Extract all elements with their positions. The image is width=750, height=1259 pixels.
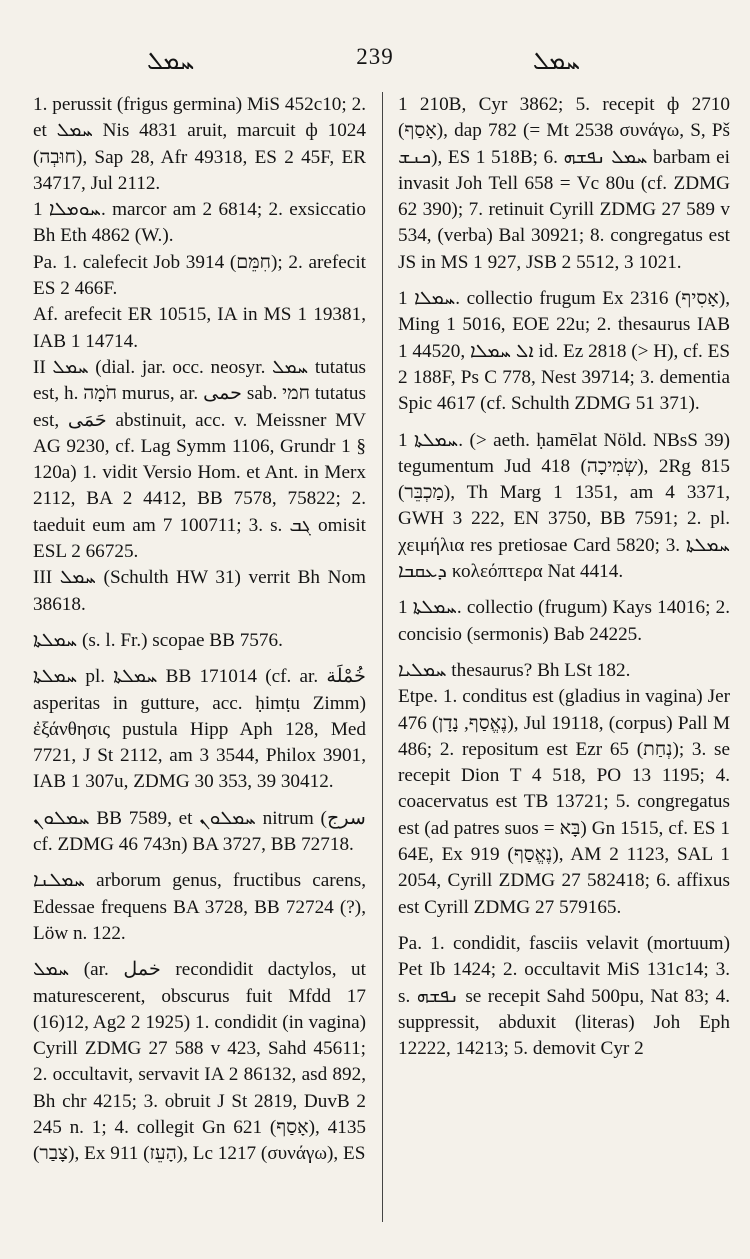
left-column xyxy=(33,92,366,1168)
entry-paragraph: III ܚܡܠ (Schulth HW 31) verrit Bh Nom 38618. xyxy=(33,567,366,615)
right-column xyxy=(398,92,730,1062)
entry-paragraph: ܚܡܠܬܐ 1. (> aeth. ḥamēlat Nöld. NBsS 39) tegumentum Jud 418 (שְׂמִיכָה), 2Rg 815 (מַכְבֵּר), Th Marg 1 1351, am 4 3371, GWH 3 222, EN 3750, BB 7591; 2. pl. χειμήλια res pretiosae Card 5820; 3. ܚܡܠܬܐ ܕܥܩܒܐ κολεόπτερα Nat 4414. xyxy=(398,429,730,583)
entry-paragraph: ܚܡܠܬܐ pl. ܚܡܠܬܐ BB 171014 (cf. ar. خُمْلَة asperitas in gutture, acc. ḥimṭu Zimm) ἐξάνθησις pustula Hipp Aph 128, Med 7721, J St 2112, am 3 3544, Philox 3901, IAB 1 307u, ZDMG 30 353, 39 30412. xyxy=(33,666,366,793)
entry-paragraph: ܚܡܠܬܐ 1. collectio (frugum) Kays 14016; 2. concisio (sermonis) Bab 24225. xyxy=(398,597,730,645)
entry-paragraph: Pa. 1. condidit, fasciis velavit (mortuum) Pet Ib 1424; 2. occultavit MiS 131c14; 3. s. ܢܦܫܗ se recepit Sahd 500pu, Nat 83; 4. suppressit, abduxit (literas) Joh Eph 12222, 14213; 5. demovit Cyr 2 xyxy=(398,932,731,1060)
entry-paragraph: Pa. 1. calefecit Job 3914 (חִמֵּם); 2. arefecit ES 2 466F. xyxy=(33,251,366,300)
entry-paragraph: II ܚܡܠ (dial. jar. occ. neosyr. ܚܡܠ tutatus est, h. חֹמָה murus, ar. حمى sab. חמי tutatus est, حَمَى abstinuit, acc. v. Meissner MV AG 9230, cf. Lag Symm 1106, Grundr 1 § 120a) 1. vidit Versio Hom. et Ant. in Merx 2112, BA 2 4412, BB 7578, 75822; 2. taeduit eum am 7 100711; 3. s. ܓܒ omisit ESL 2 66725. xyxy=(33,356,367,563)
column-divider xyxy=(382,92,383,1222)
entry-paragraph: ܚܡܠ (ar. خمل recondidit dactylos, ut maturescerent, obscurus fuit Mfdd 17 (16)12, Ag2 2 1925) 1. condidit (in vagina) Cyrill ZDMG 27 588 v 423, Sahd 45611; 2. occultavit, servavit IA 2 86132, asd 892, Bh chr 4215; 3. obruit J St 2819, DuvB 2 245 n. 1; 4. collegit Gn 621 (אָסַף), 4135 (צָבַר), Ex 911 (הָעֵז), Lc 1217 (συνάγω), ES xyxy=(33,959,367,1165)
running-head-left: ܚܡܠ xyxy=(147,46,195,75)
entry-paragraph: ܚܡܠܐ 1. collectio frugum Ex 2316 (אָסִיף), Ming 1 5016, EOE 22u; 2. thesaurus IAB 1 44520, ܐܠ ܚܡܠܐ id. Ez 2818 (> H), cf. ES 2 188F, Ps C 778, Nest 39714; 3. dementia Spic 4617 (cf. Schulth ZDMG 51 371). xyxy=(398,288,731,415)
entry-paragraph: Af. arefecit ER 10515, IA in MS 1 19381, IAB 1 14714. xyxy=(33,304,366,352)
page-number: 239 xyxy=(356,44,394,69)
entry-paragraph: 1 210B, Cyr 3862; 5. recepit ф 2710 (אָסַף), dap 782 (= Mt 2538 συνάγω, S, Pš ܟܢܫ), ES 1 518B; 6. ܚܡܠ ܢܦܫܗ barbam ei invasit Joh Tell 658 = Vc 80u (cf. ZDMG 62 390); 7. retinuit Cyrill ZDMG 27 589 v 534, (verba) Bal 30921; 8. congregatus est JS in MS 1 927, JSB 2 5512, 3 1021. xyxy=(398,94,730,273)
entry-paragraph: ܚܡܠܝܐ thesaurus? Bh LSt 182. xyxy=(398,659,631,681)
page-header xyxy=(0,42,750,78)
entry-paragraph: ܚܡܠܬܐ (s. l. Fr.) scopae BB 7576. xyxy=(33,629,283,651)
running-head-right: ܚܡܠ xyxy=(532,46,580,75)
entry-paragraph: ܚܡܠܢܐ arborum genus, fructibus carens, Edessae frequens BA 3728, BB 72724 (?), Löw n. 122. xyxy=(33,870,366,944)
entry-paragraph: Etpe. 1. conditus est (gladius in vagina) Jer 476 (נֶאֱסַף, נָדָן), Jul 19118, (corpus) Pall M 486; 2. repositum est Ezr 65 (נְחַת); 3. se recepit Dion T 4 518, PO 13 1195; 4. coacervatus est TB 13721; 5. congregatus est (ad patres suos = בָּא) Gn 1515, cf. ES 1 64E, Ex 919 (נֶאֱסַף), AM 2 1123, SAL 1 2054, Cyrill ZDMG 27 582418; 6. affixus est Cyrill ZDMG 27 579165. xyxy=(398,686,731,918)
entry-paragraph: ܚܡܠܘܢ BB 7589, et ܚܡܠܘܢ nitrum (سرج cf. ZDMG 46 743n) BA 3727, BB 72718. xyxy=(33,807,366,856)
entry-paragraph: 1. perussit (frigus germina) MiS 452c10; 2. et ܚܡܠ Nis 4831 aruit, marcuit ф 1024 (חוּבְה), Sap 28, Afr 49318, ES 2 45F, ER 34717, Jul 2112. xyxy=(33,94,366,194)
entry-paragraph: ܚܘܡܠܐ 1. marcor am 2 6814; 2. exsiccatio Bh Eth 4862 (W.). xyxy=(33,199,366,247)
